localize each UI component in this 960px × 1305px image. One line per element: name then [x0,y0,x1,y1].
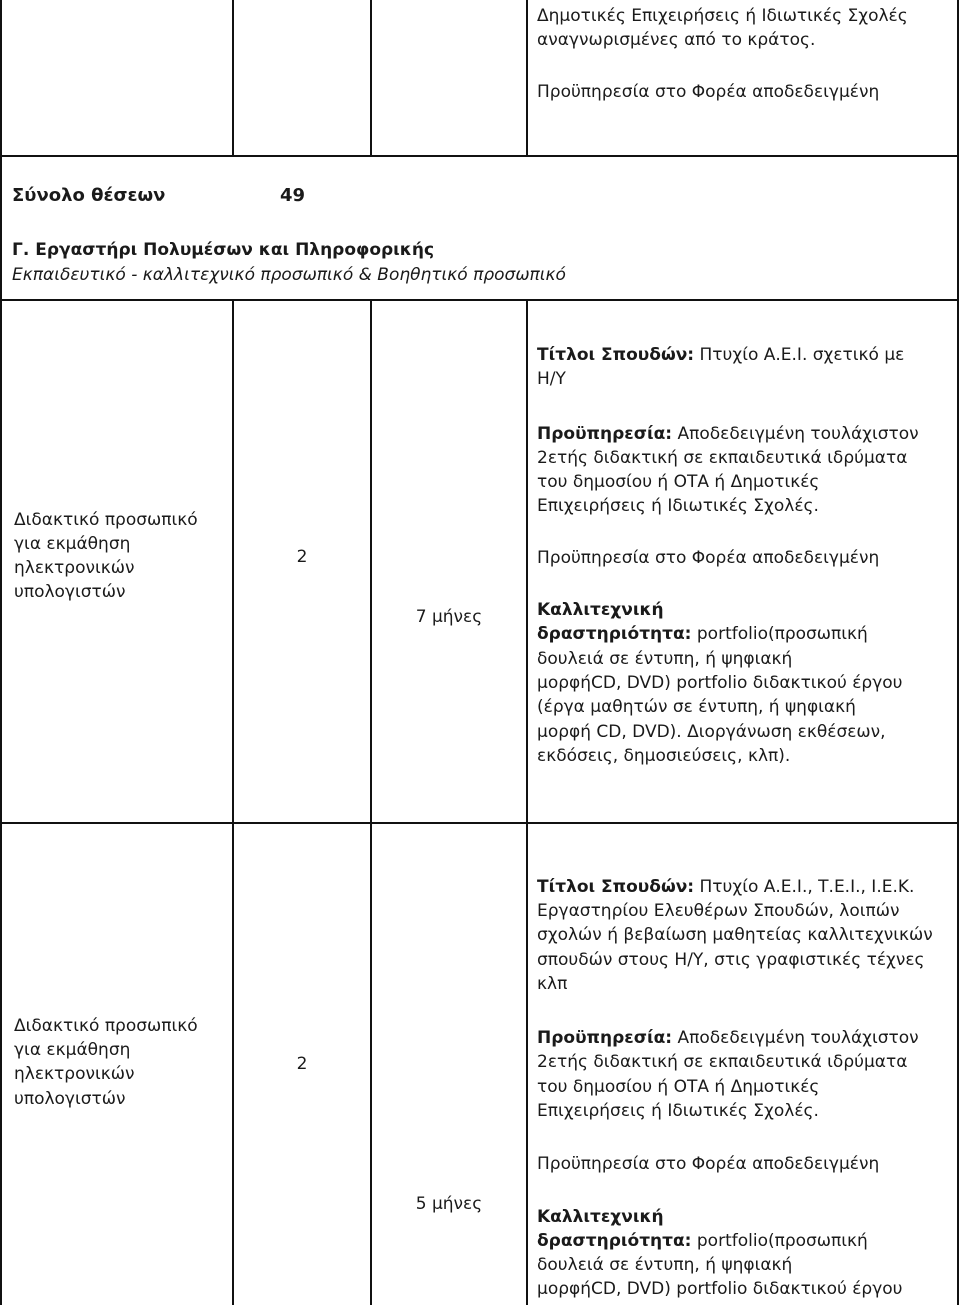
specialty-line: ηλεκτρονικών [14,1064,135,1084]
specialty-line: για εκμάθηση [14,1040,131,1060]
table-border-left [0,0,2,1305]
col-divider-1 [232,0,234,155]
positions-count: 2 [296,1054,308,1074]
contract-duration: 7 μήνες [415,607,483,627]
total-value: 49 [280,185,306,206]
titles-line: Εργαστηρίου Ελευθέρων Σπουδών, λοιπών [537,901,900,921]
art-line: εκδόσεις, δημοσιεύσεις, κλπ). [537,746,791,766]
positions-count: 2 [296,547,308,567]
art-label: Καλλιτεχνική [537,600,664,620]
titles-line: Η/Υ [537,369,566,389]
col-divider-2b [370,299,372,1305]
qualification-line: Δημοτικές Επιχειρήσεις ή Ιδιωτικές Σχολές [537,6,908,26]
qualification-line: αναγνωρισμένες από το κράτος. [537,30,816,50]
titles-label: Τίτλοι Σπουδών: [537,345,695,365]
experience-line: Επιχειρήσεις ή Ιδιωτικές Σχολές. [537,1101,819,1121]
specialty-line: Διδακτικό προσωπικό [14,1016,198,1036]
titles-line [537,875,914,900]
titles-line: κλπ [537,974,568,994]
experience-line [537,422,919,447]
experience-line: Επιχειρήσεις ή Ιδιωτικές Σχολές. [537,496,819,516]
specialty-line: ηλεκτρονικών [14,558,135,578]
experience-note: Προϋπηρεσία στο Φορέα αποδεδειγμένη [537,82,880,102]
table-border-right [957,0,959,1305]
row-divider-section [0,299,959,301]
art-line: μορφήCD, DVD) portfolio διδακτικού έργου [537,673,903,693]
experience-line [537,1026,919,1051]
art-line: μορφήCD, DVD) portfolio διδακτικού έργου [537,1279,903,1299]
art-line: (έργα μαθητών σε έντυπη, ή ψηφιακή [537,697,856,717]
art-label: Καλλιτεχνική [537,1207,664,1227]
row-divider-total [0,155,959,157]
experience-line: 2ετής διδακτική σε εκπαιδευτικά ιδρύματα [537,1052,908,1072]
titles-line: σχολών ή βεβαίωση μαθητείας καλλιτεχνικών [537,925,933,945]
titles-label: Τίτλοι Σπουδών: [537,877,695,897]
experience-note: Προϋπηρεσία στο Φορέα αποδεδειγμένη [537,1154,880,1174]
col-divider-3 [526,0,528,155]
titles-text: Πτυχίο Α.Ε.Ι. σχετικό με [699,345,905,365]
art-line: μορφή CD, DVD). Διοργάνωση εκθέσεων, [537,722,886,742]
titles-text: Πτυχίο Α.Ε.Ι., Τ.Ε.Ι., Ι.Ε.Κ. [699,877,915,897]
experience-line: του δημοσίου ή ΟΤΑ ή Δημοτικές [537,472,820,492]
art-text: portfolio(προσωπική [696,1231,868,1251]
art-line: δουλειά σε έντυπη, ή ψηφιακή [537,1255,793,1275]
art-text: portfolio(προσωπική [696,624,868,644]
art-line: δουλειά σε έντυπη, ή ψηφιακή [537,649,793,669]
experience-label: Προϋπηρεσία: [537,424,673,444]
section-title: Γ. Εργαστήρι Πολυμέσων και Πληροφορικής [12,240,435,260]
experience-line: 2ετής διδακτική σε εκπαιδευτικά ιδρύματα [537,448,908,468]
total-label: Σύνολο θέσεων [12,185,166,206]
specialty-line: Διδακτικό προσωπικό [14,510,198,530]
col-divider-2 [370,0,372,155]
experience-note: Προϋπηρεσία στο Φορέα αποδεδειγμένη [537,548,880,568]
specialty-line: υπολογιστών [14,582,126,602]
specialty-line: για εκμάθηση [14,534,131,554]
experience-line: του δημοσίου ή ΟΤΑ ή Δημοτικές [537,1077,820,1097]
section-subtitle: Εκπαιδευτικό - καλλιτεχνικό προσωπικό & Βοηθητικό προσωπικό [12,265,566,285]
titles-line [537,343,904,368]
contract-duration: 5 μήνες [415,1194,483,1214]
art-label-2: δραστηριότητα: [537,624,692,644]
art-label-2: δραστηριότητα: [537,1231,692,1251]
col-divider-1b [232,299,234,1305]
experience-text: Αποδεδειγμένη τουλάχιστον [677,424,919,444]
row-divider-rows [0,822,959,824]
art-line [537,1229,868,1254]
experience-label: Προϋπηρεσία: [537,1028,673,1048]
experience-text: Αποδεδειγμένη τουλάχιστον [677,1028,919,1048]
specialty-line: υπολογιστών [14,1089,126,1109]
art-line [537,622,868,647]
col-divider-3b [526,299,528,1305]
titles-line: σπουδών στους Η/Υ, στις γραφιστικές τέχνες [537,950,925,970]
